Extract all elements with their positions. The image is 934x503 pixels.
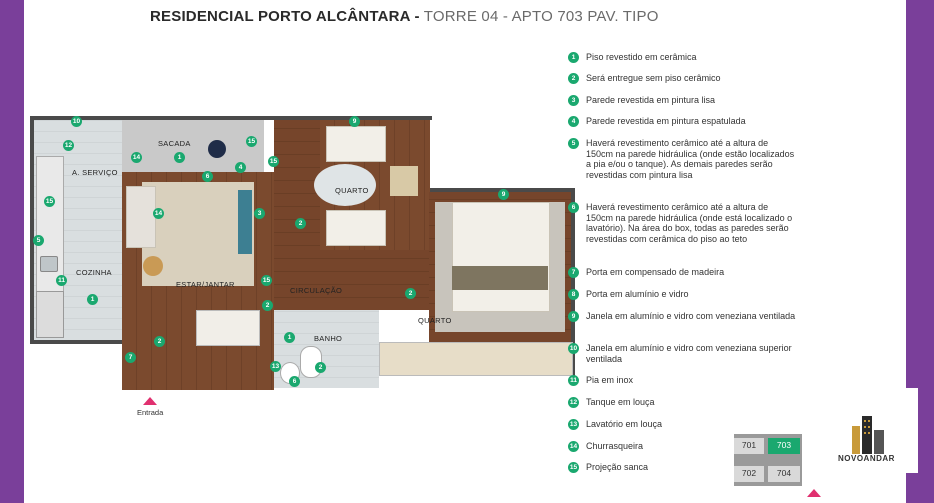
room-label-sacada: SACADA	[158, 139, 191, 148]
marker: 15	[262, 277, 271, 284]
key-plan	[710, 434, 802, 486]
legend-text: Porta em compensado de madeira	[586, 267, 725, 277]
marker: 2	[295, 218, 306, 229]
unit-701: 701	[734, 438, 764, 454]
marker: 2	[262, 300, 273, 311]
marker: 14	[154, 210, 163, 217]
tv-panel	[238, 190, 252, 254]
marker: 2	[154, 336, 165, 347]
unit-704: 704	[768, 466, 800, 482]
marker: 15	[247, 138, 256, 145]
legend-text: Pia em inox	[586, 375, 634, 385]
sofa	[126, 186, 156, 248]
entrance-label: Entrada	[137, 408, 164, 417]
legend-text: Parede revestida em pintura espatulada	[586, 116, 746, 126]
unit-702: 702	[734, 466, 764, 482]
room-label-cozinha: COZINHA	[76, 268, 112, 277]
logo-text: NOVOANDAR	[838, 454, 895, 463]
legend-text: Janela em alumínio e vidro com veneziana ventilada	[586, 311, 796, 321]
marker: 9	[498, 189, 509, 200]
marker: 13	[271, 363, 280, 370]
room-label-circulacao: CIRCULAÇÃO	[290, 286, 343, 295]
marker: 4	[235, 162, 246, 173]
legend-text: Parede revestida em pintura lisa	[586, 95, 716, 105]
legend-text: Porta em alumínio e vidro	[586, 289, 689, 299]
building-logo-icon	[848, 412, 888, 454]
unit-703: 703	[768, 438, 800, 454]
legend-number: 11	[568, 375, 579, 386]
double-bed	[452, 202, 550, 312]
legend-number: 15	[569, 464, 578, 471]
room-label-banho: BANHO	[314, 334, 343, 343]
marker: 2	[405, 288, 416, 299]
marker: 15	[269, 158, 278, 165]
title-unit: TORRE 04 - APTO 703 PAV. TIPO	[419, 8, 659, 25]
bunk-bed-top	[326, 126, 386, 162]
marker: 6	[289, 376, 300, 387]
legend-number: 5	[568, 138, 579, 149]
bunk-bed-bottom	[326, 210, 386, 246]
marker: 1	[87, 294, 98, 305]
marker: 12	[64, 142, 73, 149]
room-label-estar: ESTAR/JANTAR	[176, 280, 235, 289]
bed-blanket	[452, 266, 548, 290]
room-label-quarto-1: QUARTO	[335, 186, 369, 195]
marker: 14	[132, 154, 141, 161]
bedroom-1-rug	[314, 164, 376, 206]
legend-text: Tanque em louça	[586, 397, 655, 407]
legend-text: Haverá revestimento cerâmico até a altura de 150cm na parede hidráulica (onde estão localizados a pia e/ou o tanque). As demais paredes serão revestidas com pintura lisa	[586, 138, 795, 180]
legend-number: 8	[568, 289, 579, 300]
marker: 1	[174, 152, 185, 163]
desk	[390, 166, 418, 196]
legend-text: Haverá revestimento cerâmico até a altura de 150cm na parede hidráulica (onde está localizado o lavatório). Na área do box, todas as paredes serão revestidas com cerâmica do piso ao teto	[586, 202, 793, 244]
legend-number: 1	[568, 52, 579, 63]
dining-table	[196, 310, 260, 346]
side-table	[143, 256, 163, 276]
legend-number: 14	[569, 443, 578, 450]
legend-number: 10	[569, 345, 578, 352]
legend-number: 13	[569, 421, 578, 428]
room-label-quarto-2: QUARTO	[418, 316, 452, 325]
legend-number: 12	[569, 399, 578, 406]
marker: 15	[45, 198, 54, 205]
legend-text: Projeção sanca	[586, 462, 649, 472]
legend-number: 7	[568, 267, 579, 278]
legend-number: 6	[568, 202, 579, 213]
fridge	[36, 291, 64, 338]
marker: 5	[33, 235, 44, 246]
room-label-servico: A. SERVIÇO	[72, 168, 118, 177]
page-title	[150, 8, 750, 25]
marker: 2	[315, 362, 326, 373]
marker: 1	[284, 332, 295, 343]
marker: 11	[56, 275, 67, 286]
logo	[808, 388, 918, 473]
balcony-chair	[208, 140, 226, 158]
legend-text: Será entregue sem piso cerâmico	[586, 73, 721, 83]
marker: 10	[72, 118, 81, 125]
legend-number: 4	[568, 116, 579, 127]
marker: 3	[254, 208, 265, 219]
key-plan-entrance-icon	[807, 489, 821, 497]
floor-plan	[30, 116, 575, 386]
wardrobe	[379, 342, 573, 376]
legend-number: 2	[568, 73, 579, 84]
legend-text: Churrasqueira	[586, 441, 644, 451]
legend-text: Janela em alumínio e vidro com veneziana superior ventilada	[586, 343, 792, 364]
title-building: RESIDENCIAL PORTO ALCÂNTARA -	[150, 8, 420, 25]
legend-text: Piso revestido em cerâmica	[586, 52, 697, 62]
entrance-arrow-icon	[143, 397, 157, 405]
marker: 6	[202, 171, 213, 182]
legend-number: 9	[568, 311, 579, 322]
legend-text: Lavatório em louça	[586, 419, 663, 429]
marker: 9	[349, 116, 360, 127]
sink	[40, 256, 58, 272]
wall	[30, 340, 123, 344]
marker: 7	[125, 352, 136, 363]
legend-number: 3	[568, 95, 579, 106]
